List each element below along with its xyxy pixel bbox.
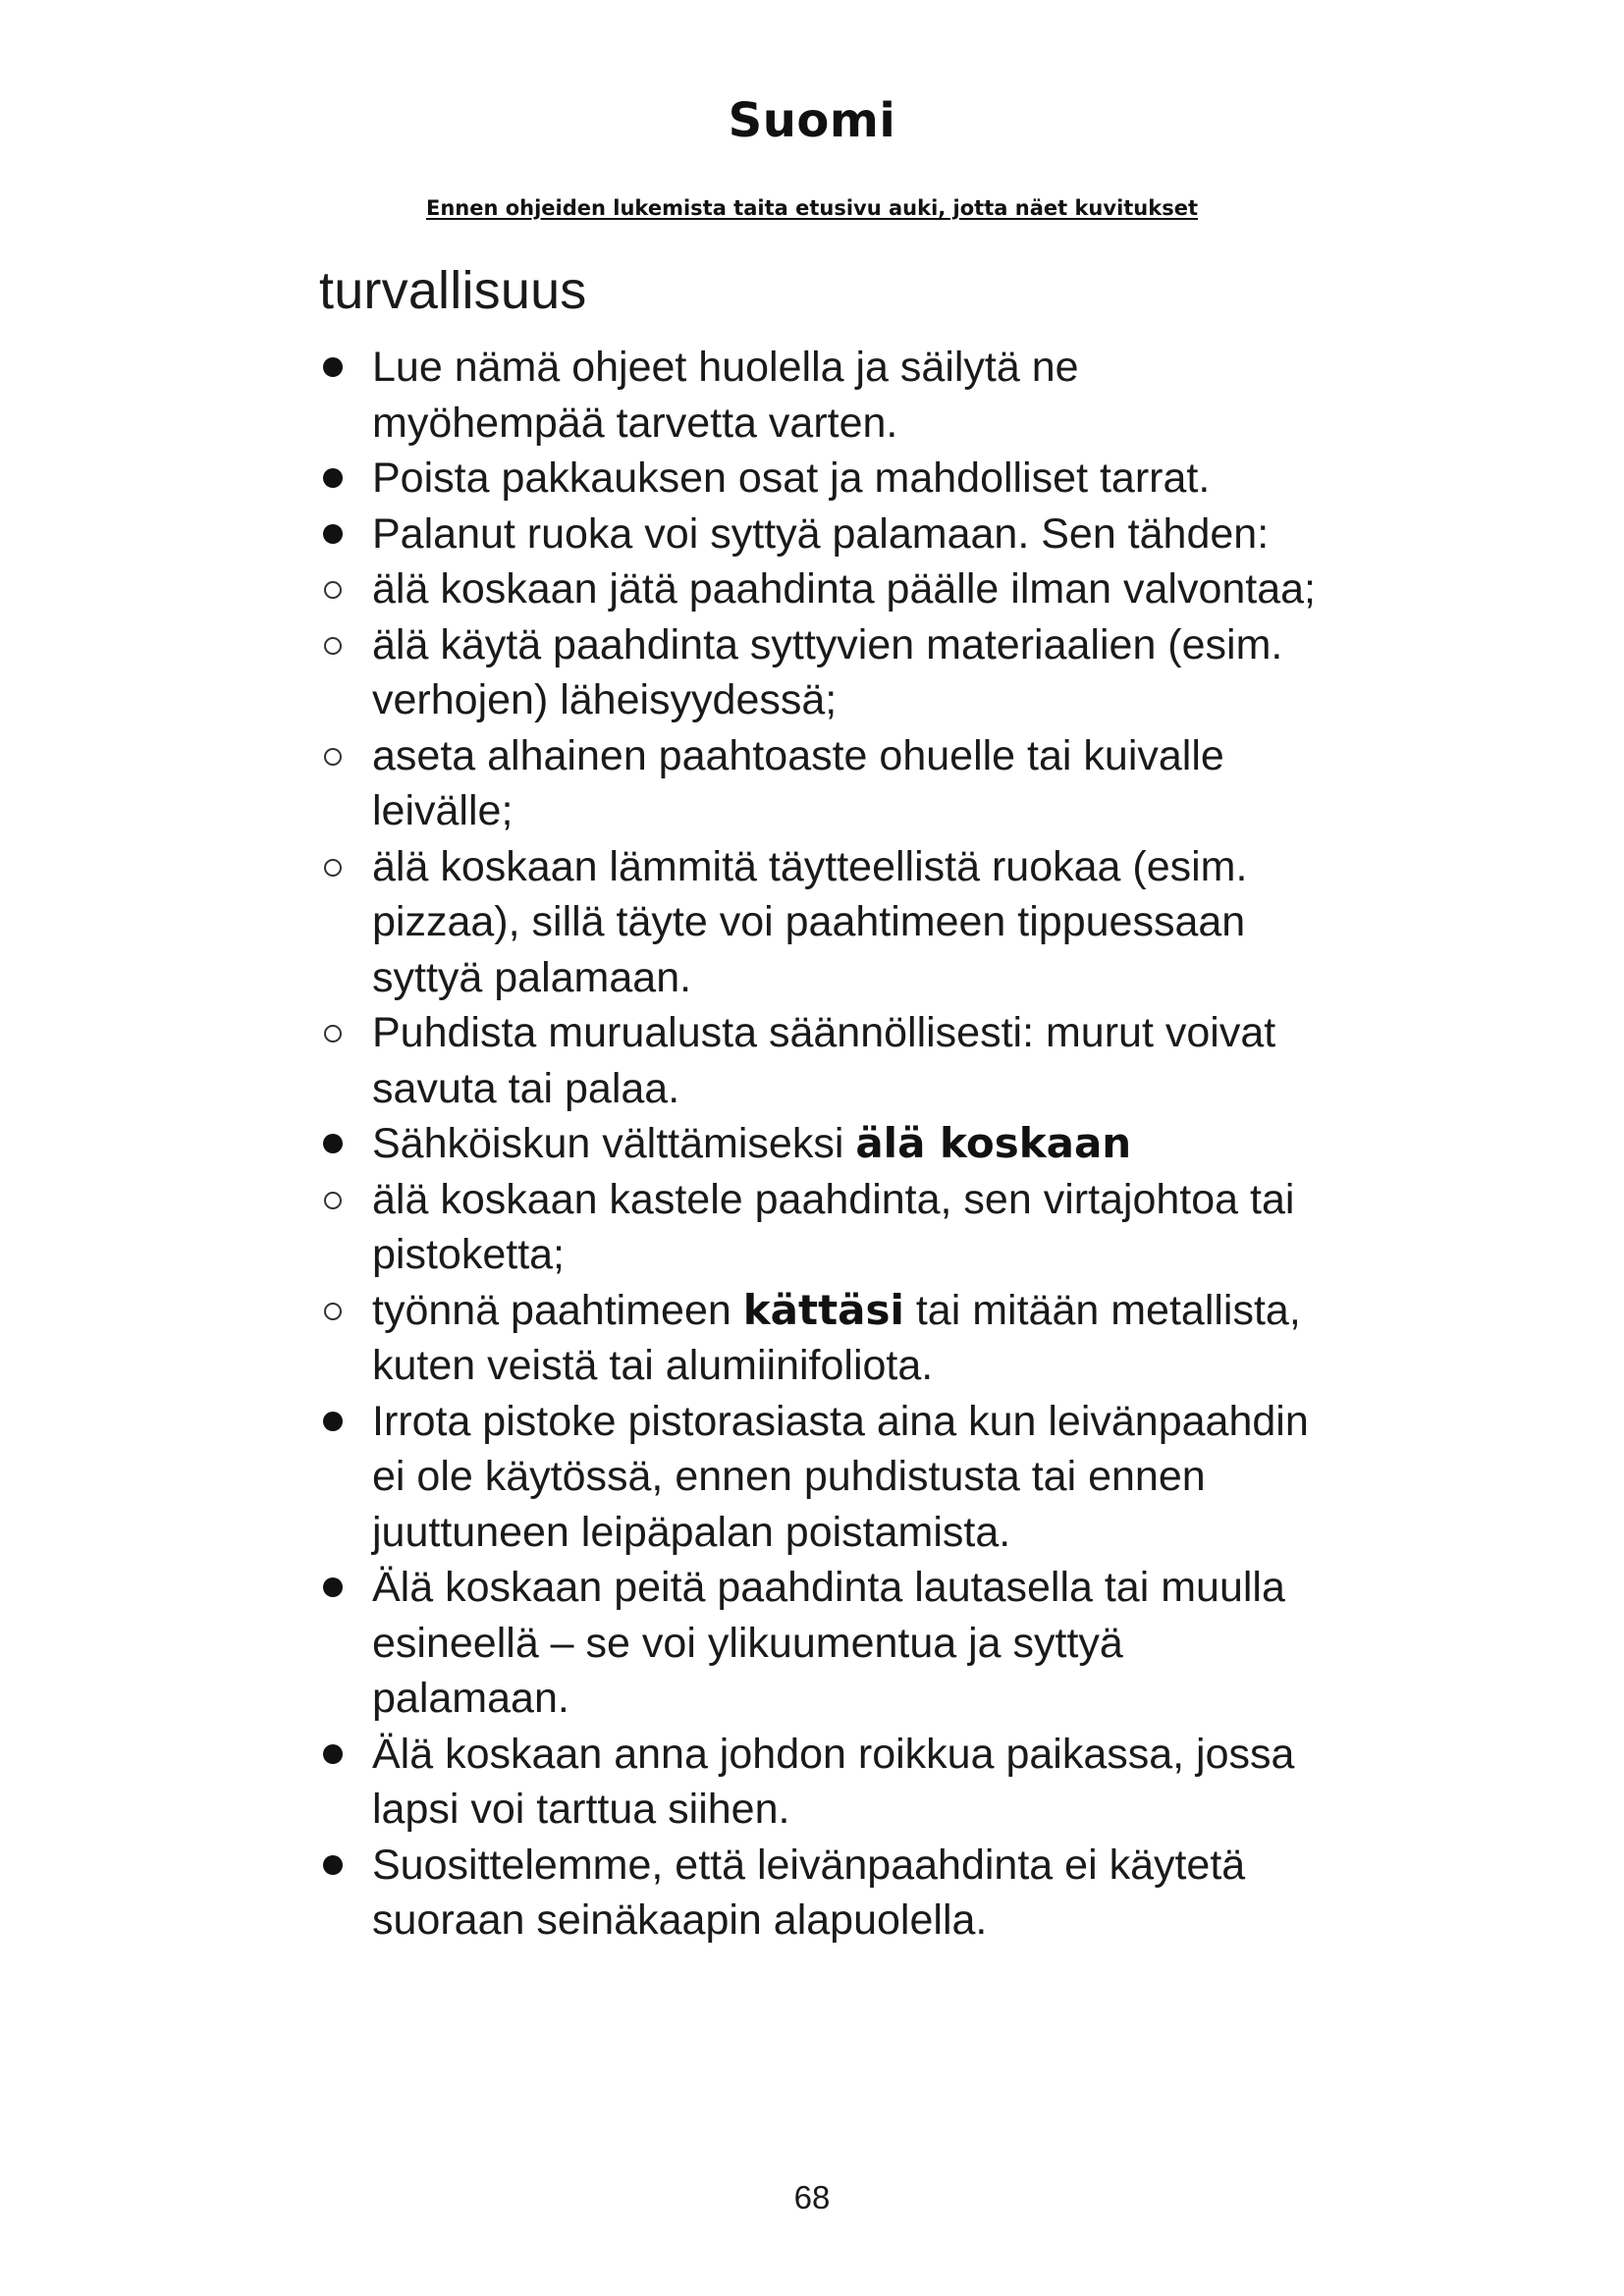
list-item-text: Sähköiskun välttämiseksi [372, 1120, 844, 1167]
list-item-text: Älä koskaan anna johdon roikkua paikassa, jossa lapsi voi tarttua siihen. [372, 1730, 1295, 1833]
bullet-disc-icon [323, 1577, 343, 1597]
list-item-text: Suosittelemme, että leivänpaahdinta ei käytetä suoraan seinäkaapin alapuolella. [372, 1841, 1246, 1944]
list-item [319, 1394, 1321, 1561]
list-item-text: älä koskaan jätä paahdinta päälle ilman valvontaa; [372, 565, 1316, 613]
bullet-disc-icon [323, 1134, 343, 1153]
bullet-circle-icon [324, 1025, 342, 1042]
list-item-text: Lue nämä ohjeet huolella ja säilytä ne myöhempää tarvetta varten. [372, 344, 1079, 447]
list-item [319, 1560, 1321, 1727]
list-item-text: Poista pakkauksen osat ja mahdolliset tarrat. [372, 454, 1211, 502]
bullet-circle-icon [324, 1303, 342, 1320]
list-item [319, 1116, 1321, 1172]
list-item [319, 728, 1321, 839]
list-item [319, 1283, 1321, 1394]
emphasis-text: kättäsi [742, 1285, 904, 1334]
bullet-disc-icon [323, 1855, 343, 1875]
list-item-text: älä koskaan kastele paahdinta, sen virtajohtoa tai pistoketta; [372, 1175, 1295, 1278]
list-item-text: Palanut ruoka voi syttyä palamaan. Sen tähden: [372, 509, 1270, 558]
list-item [319, 1172, 1321, 1283]
list-item [319, 1727, 1321, 1838]
list-item-text: älä käytä paahdinta syttyvien materiaalien (esim. verhojen) läheisyydessä; [372, 620, 1283, 723]
list-item [319, 561, 1321, 617]
section-heading: turvallisuus [319, 261, 587, 320]
bullet-disc-icon [323, 524, 343, 544]
safety-list [319, 340, 1321, 1949]
list-item [319, 507, 1321, 562]
list-item-text: Irrota pistoke pistorasiasta aina kun leivänpaahdin ei ole käytössä, ennen puhdistusta tai ennen juuttuneen leipäpalan poistamista. [372, 1397, 1309, 1556]
list-item [319, 451, 1321, 507]
list-item [319, 340, 1321, 451]
list-item-text: Älä koskaan peitä paahdinta lautasella tai muulla esineellä – se voi ylikuumentua ja syttyä palamaan. [372, 1564, 1285, 1722]
bullet-circle-icon [324, 748, 342, 766]
bullet-circle-icon [324, 859, 342, 877]
list-item-text: tai mitään metallista, kuten veistä tai alumiinifoliota. [372, 1286, 1301, 1389]
list-item [319, 1838, 1321, 1949]
bullet-circle-icon [324, 637, 342, 655]
bullet-circle-icon [324, 1192, 342, 1209]
list-item-text: Puhdista murualusta säännöllisesti: murut voivat savuta tai palaa. [372, 1009, 1276, 1112]
bullet-circle-icon [324, 581, 342, 599]
emphasis-text: älä koskaan [855, 1119, 1132, 1167]
page-number: 68 [793, 2179, 831, 2216]
list-item-text: aseta alhainen paahtoaste ohuelle tai kuivalle leivälle; [372, 731, 1224, 834]
list-item [319, 1005, 1321, 1116]
bullet-disc-icon [323, 1744, 343, 1764]
page-title: Suomi [728, 93, 896, 148]
bullet-disc-icon [323, 357, 343, 377]
fold-out-notice: Ennen ohjeiden lukemista taita etusivu auki, jotta näet kuvitukset [425, 196, 1198, 220]
list-item [319, 839, 1321, 1006]
bullet-disc-icon [323, 1412, 343, 1431]
list-item [319, 617, 1321, 728]
list-item-text: älä koskaan lämmitä täytteellistä ruokaa (esim. pizzaa), sillä täyte voi paahtimeen tippuessaan syttyä palamaan. [372, 842, 1248, 1001]
list-item-text: työnnä paahtimeen [372, 1286, 731, 1334]
bullet-disc-icon [323, 468, 343, 488]
